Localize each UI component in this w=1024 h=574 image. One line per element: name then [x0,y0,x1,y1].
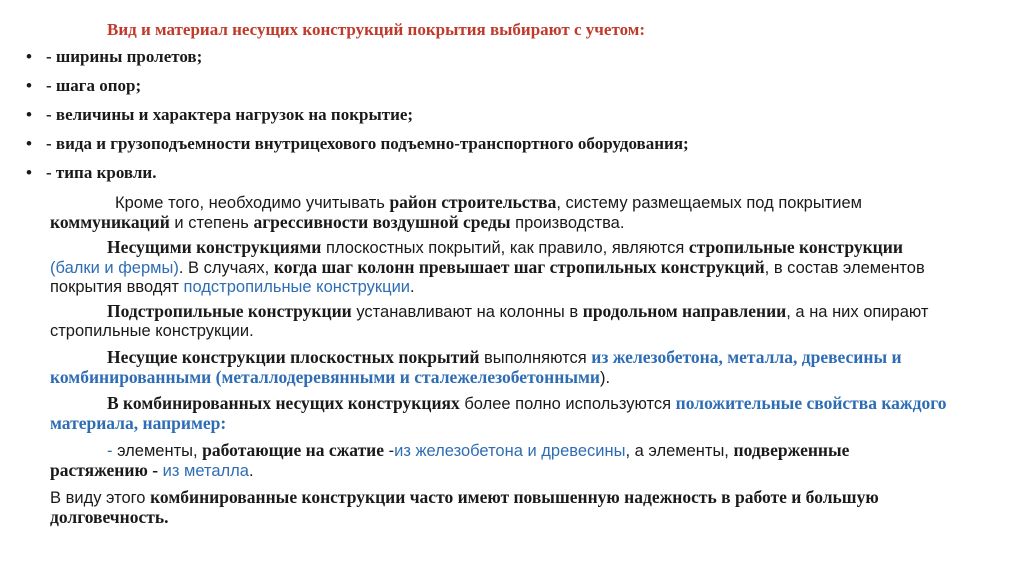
paragraph-4 [50,348,950,388]
bold-text: Несущими конструкциями [107,237,322,257]
text: . [248,462,254,480]
blue-text: подстропильные конструкции [183,278,411,296]
bold-text: коммуникаций [50,212,170,232]
bullet-text: - ширины пролетов; [46,47,203,66]
text: . [410,278,415,296]
bullet-mark: • [26,105,32,124]
text: более полно используются [459,395,676,413]
bold-text: Подстропильные конструкции [107,301,352,321]
bold-text: когда шаг колонн превышает шаг стропильных конструкций [273,257,765,277]
paragraph-7 [50,488,950,528]
text: , в состав элементов покрытия вводят [50,259,925,296]
bold-text: продольном направлении [582,301,787,321]
bullet-item [26,163,986,183]
bullet-text: - типа кровли. [46,163,157,182]
paragraph-1 [50,193,950,233]
bold-text: подверженные растяжению - [50,440,850,480]
text: ). [600,369,611,387]
bullet-mark: • [26,47,32,66]
text: Кроме того, необходимо учитывать [115,194,390,212]
bullet-item [26,134,986,154]
text: и степень [169,214,254,232]
blue-text: из железобетона и древесины [394,442,626,460]
text: - [384,442,395,460]
bold-text: работающие на сжатие [202,440,385,460]
text: , систему размещаемых под покрытием [556,194,862,212]
paragraph-2 [50,238,950,297]
bullet-mark: • [26,76,32,95]
text: . В случаях, [178,259,274,277]
bold-text: комбинированные конструкции часто имеют повышенную надежность в работе и большую долговечность. [50,487,879,527]
bold-text: агрессивности воздушной среды [253,212,511,232]
blue-bold-text: из железобетона, металла, древесины и комбинированными (металлодеревянными и сталежелезобетонными [50,347,902,387]
bullet-mark: • [26,163,32,182]
paragraph-3 [50,302,950,341]
text: элементы, [112,442,203,460]
slide-heading: Вид и материал несущих конструкций покрытия выбирают с учетом: [107,20,645,39]
blue-text: (балки и фермы) [50,259,179,277]
bold-text: Несущие конструкции плоскостных покрытий [107,347,480,367]
bullet-item [26,105,986,125]
paragraph-5 [50,394,950,434]
bullet-item [26,76,986,96]
bullet-text: - величины и характера нагрузок на покрытие; [46,105,414,124]
text: производства. [510,214,625,232]
blue-bold-text: положительные свойства каждого материала, например: [50,393,947,433]
text: плоскостных покрытий, как правило, являются [321,239,689,257]
text: В виду этого [50,489,151,507]
text: , а элементы, [625,442,734,460]
bullet-text: - вида и грузоподъемности внутрицехового подъемно-транспортного оборудования; [46,134,689,153]
bullet-text: - шага опор; [46,76,142,95]
text: , а на них опирают стропильные конструкции. [50,303,929,340]
bullet-item [26,47,986,67]
bold-text: В комбинированных несущих конструкциях [107,393,460,413]
text: выполняются [479,349,592,367]
bold-text: стропильные конструкции [688,237,903,257]
blue-text: из металла [162,462,249,480]
bullet-mark: • [26,134,32,153]
paragraph-6 [50,441,950,481]
blue-text: - [107,442,113,460]
text: устанавливают на колонны в [351,303,583,321]
bold-text: район строительства [389,192,557,212]
